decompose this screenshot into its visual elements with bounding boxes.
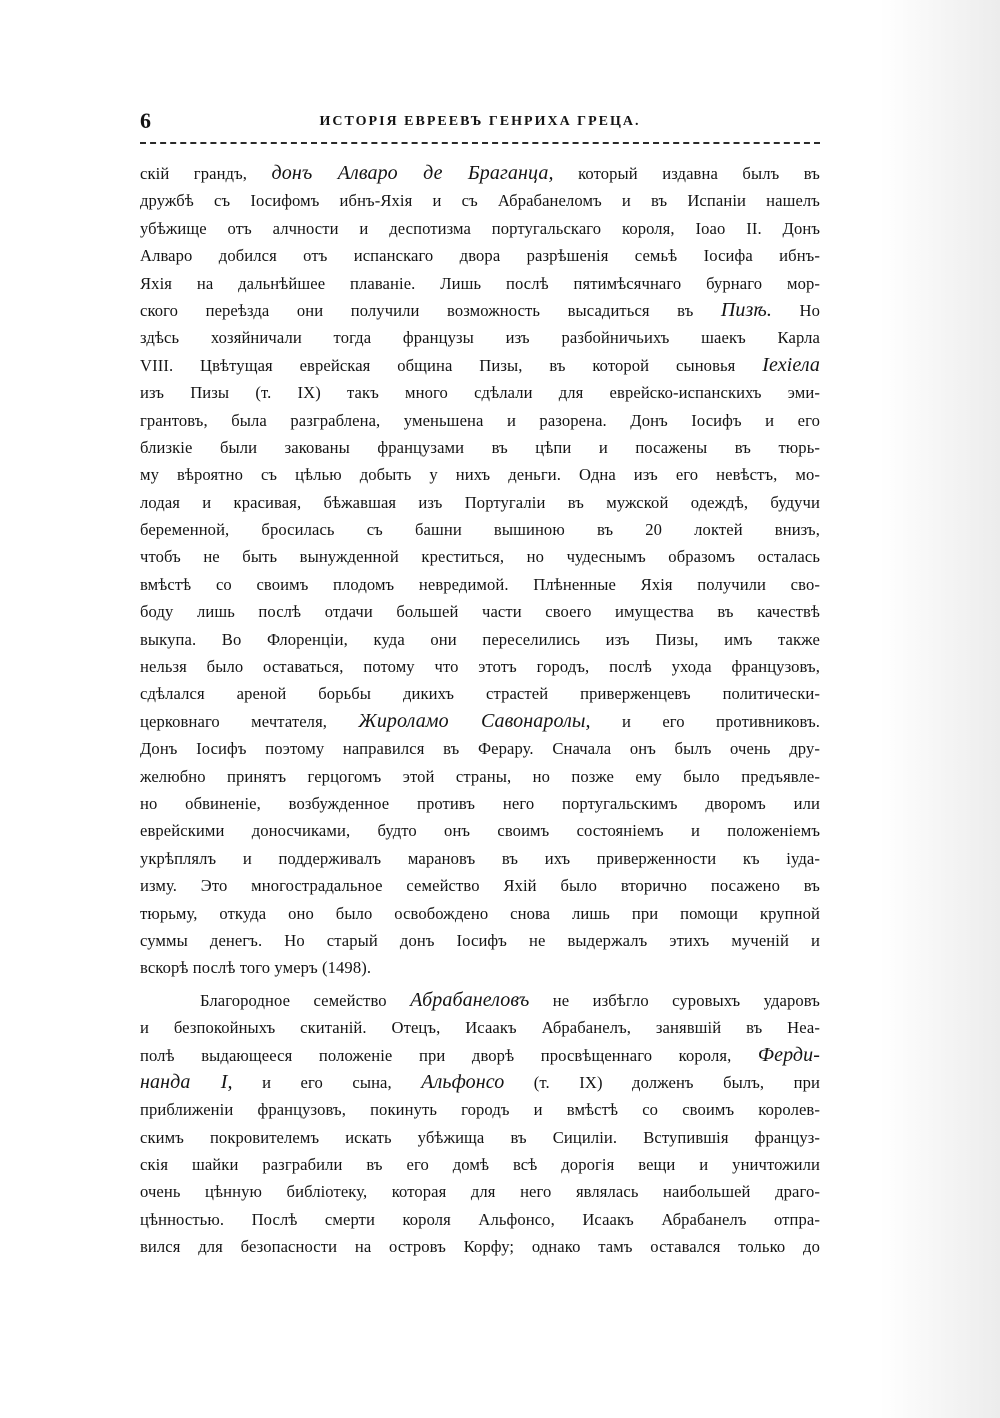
text-line [140, 160, 820, 187]
text-segment: и его противниковъ. [590, 711, 820, 731]
text-line [140, 324, 820, 351]
scan-shadow [880, 0, 1000, 1418]
text-line [140, 297, 820, 324]
text-segment: VIII. Цвѣтущая еврейская община Пизы, въ которой сыновья [140, 355, 763, 375]
text-segment: суммы денегъ. Но старый донъ Іосифъ не выдержалъ этихъ мученій и [140, 930, 820, 950]
text-line [140, 987, 820, 1014]
text-segment: убѣжище отъ алчности и деспотизма португальскаго короля, Іоао II. Донъ [140, 218, 820, 238]
text-line [140, 270, 820, 297]
text-segment: полѣ выдающееся положеніе при дворѣ просвѣщеннаго короля, [140, 1045, 758, 1065]
body-text [140, 160, 820, 1261]
header-rule [140, 142, 820, 144]
text-segment: нельзя было оставаться, потому что этотъ городъ, послѣ ухода французовъ, [140, 657, 820, 677]
text-line [140, 571, 820, 598]
text-segment: выкупа. Во Флоренціи, куда они переселились изъ Пизы, имъ также [140, 629, 820, 649]
text-line [140, 516, 820, 543]
text-line [140, 626, 820, 653]
text-line [140, 379, 820, 406]
text-segment: изъ Пизы (т. IX) такъ много сдѣлали для еврейско-испанскихъ эми- [140, 383, 820, 403]
text-line [140, 790, 820, 817]
text-segment: му вѣроятно съ цѣлью добыть у нихъ деньги. Одна изъ его невѣстъ, мо- [140, 465, 820, 485]
text-segment: цѣнностью. Послѣ смерти короля Альфонсо, Исаакъ Абрабанелъ отпра- [140, 1209, 820, 1229]
text-line [140, 598, 820, 625]
page-number: 6 [140, 108, 151, 133]
text-segment: церковнаго мечтателя, [140, 711, 359, 731]
italic-name: нанда I, [140, 1070, 233, 1093]
italic-name: Ферди- [757, 1043, 820, 1066]
italic-name: Іехіела [762, 353, 820, 376]
text-segment: Донъ Іосифъ поэтому направился въ Ферару. Сначала онъ былъ очень дру- [140, 739, 820, 759]
text-line [140, 872, 820, 899]
text-line [140, 708, 820, 735]
text-segment: вился для безопасности на островъ Корфу; однако тамъ оставался только до [140, 1237, 820, 1257]
italic-name: Альфонсо [421, 1070, 505, 1093]
text-line [140, 1233, 820, 1260]
text-line [140, 215, 820, 242]
text-line [140, 900, 820, 927]
text-line [140, 680, 820, 707]
text-segment: Алваро добился отъ испанскаго двора разрѣшенія семьѣ Іосифа ибнъ- [140, 246, 820, 266]
running-title: ИСТОРІЯ ЕВРЕЕВЪ ГЕНРИХА ГРЕЦА. [319, 114, 641, 129]
text-line [140, 845, 820, 872]
text-segment: чтобъ не быть вынужденной креститься, но чудеснымъ образомъ осталась [140, 547, 820, 567]
text-segment: укрѣплялъ и поддерживалъ марановъ въ ихъ приверженности къ іуда- [140, 848, 820, 868]
text-line [140, 242, 820, 269]
italic-name: Пизѣ. [720, 298, 772, 321]
text-segment: (т. IX) долженъ былъ, при [504, 1072, 820, 1092]
text-segment: ского переѣзда они получили возможность высадиться въ [140, 300, 721, 320]
text-segment: не избѣгло суровыхъ ударовъ [529, 990, 820, 1010]
text-segment: приближеніи французовъ, покинуть городъ и вмѣстѣ со своимъ королев- [140, 1100, 820, 1120]
text-line [140, 735, 820, 762]
text-segment: вмѣстѣ со своимъ плодомъ невредимой. Плѣненные Яхія получили сво- [140, 574, 820, 594]
text-line [140, 1014, 820, 1041]
text-line [140, 1096, 820, 1123]
text-segment: изму. Это многострадальное семейство Яхій было вторично посажено въ [140, 876, 820, 896]
text-segment: Но [771, 300, 820, 320]
text-segment: вскорѣ послѣ того умеръ (1498). [140, 958, 372, 978]
text-line [140, 817, 820, 844]
text-segment: здѣсь хозяйничали тогда французы изъ разбойничьихъ шаекъ Карла [140, 328, 820, 348]
text-segment: лодая и красивая, бѣжавшая изъ Португаліи въ мужской одеждѣ, будучи [140, 492, 820, 512]
text-segment: Благородное семейство [200, 990, 411, 1010]
text-segment: и безпокойныхъ скитаній. Отецъ, Исаакъ Абрабанелъ, занявшій въ Неа- [140, 1018, 820, 1038]
text-line [140, 1124, 820, 1151]
text-line [140, 763, 820, 790]
text-line [140, 187, 820, 214]
text-segment: который издавна былъ въ [553, 164, 820, 183]
text-segment: скій грандъ, [140, 164, 272, 183]
text-line [140, 434, 820, 461]
text-segment: желюбно принятъ герцогомъ этой страны, но позже ему было предъявле- [140, 766, 820, 786]
text-line [140, 543, 820, 570]
text-line [140, 653, 820, 680]
text-line [140, 1178, 820, 1205]
text-line [140, 1151, 820, 1178]
text-line [140, 954, 820, 981]
text-segment: еврейскими доносчиками, будто онъ своимъ состояніемъ и положеніемъ [140, 821, 820, 841]
text-segment: сдѣлался ареной борьбы дикихъ страстей приверженцевъ политически- [140, 684, 820, 704]
text-line [140, 1206, 820, 1233]
text-segment: дружбѣ съ Іосифомъ ибнъ-Яхія и съ Абрабанеломъ и въ Испаніи нашелъ [140, 191, 820, 211]
text-line [140, 927, 820, 954]
text-segment: но обвиненіе, возбужденное противъ него португальскимъ дворомъ или [140, 793, 820, 813]
text-segment: беременной, бросилась съ башни вышиною въ 20 локтей внизъ, [140, 520, 820, 540]
text-segment: скимъ покровителемъ искать убѣжища въ Сициліи. Вступившія француз- [140, 1127, 820, 1147]
text-line [140, 1069, 820, 1096]
italic-name: Абрабанеловъ [410, 988, 530, 1011]
italic-name: донъ Алваро де Браганца, [271, 162, 554, 184]
text-segment: и его сына, [232, 1072, 422, 1092]
text-segment: грантовъ, была разграблена, уменьшена и разорена. Донъ Іосифъ и его [140, 410, 820, 430]
text-segment: боду лишь послѣ отдачи большей части своего имущества въ качествѣ [140, 602, 820, 622]
text-segment: скія шайки разграбили въ его домѣ всѣ дорогія вещи и уничтожили [140, 1155, 820, 1175]
text-segment: тюрьму, откуда оно было освобождено снова лишь при помощи крупной [140, 903, 820, 923]
text-segment: близкіе были закованы французами въ цѣпи и посажены въ тюрь- [140, 437, 820, 457]
text-segment: очень цѣнную библіотеку, которая для него являлась наибольшей драго- [140, 1182, 820, 1202]
text-segment: Яхія на дальнѣйшее плаваніе. Лишь послѣ пятимѣсячнаго бурнаго мор- [140, 273, 820, 293]
text-line [140, 1042, 820, 1069]
text-line [140, 461, 820, 488]
text-line [140, 489, 820, 516]
page-header [140, 108, 820, 138]
text-line [140, 407, 820, 434]
text-line [140, 352, 820, 379]
italic-name: Жироламо Савонаролы, [358, 709, 591, 732]
